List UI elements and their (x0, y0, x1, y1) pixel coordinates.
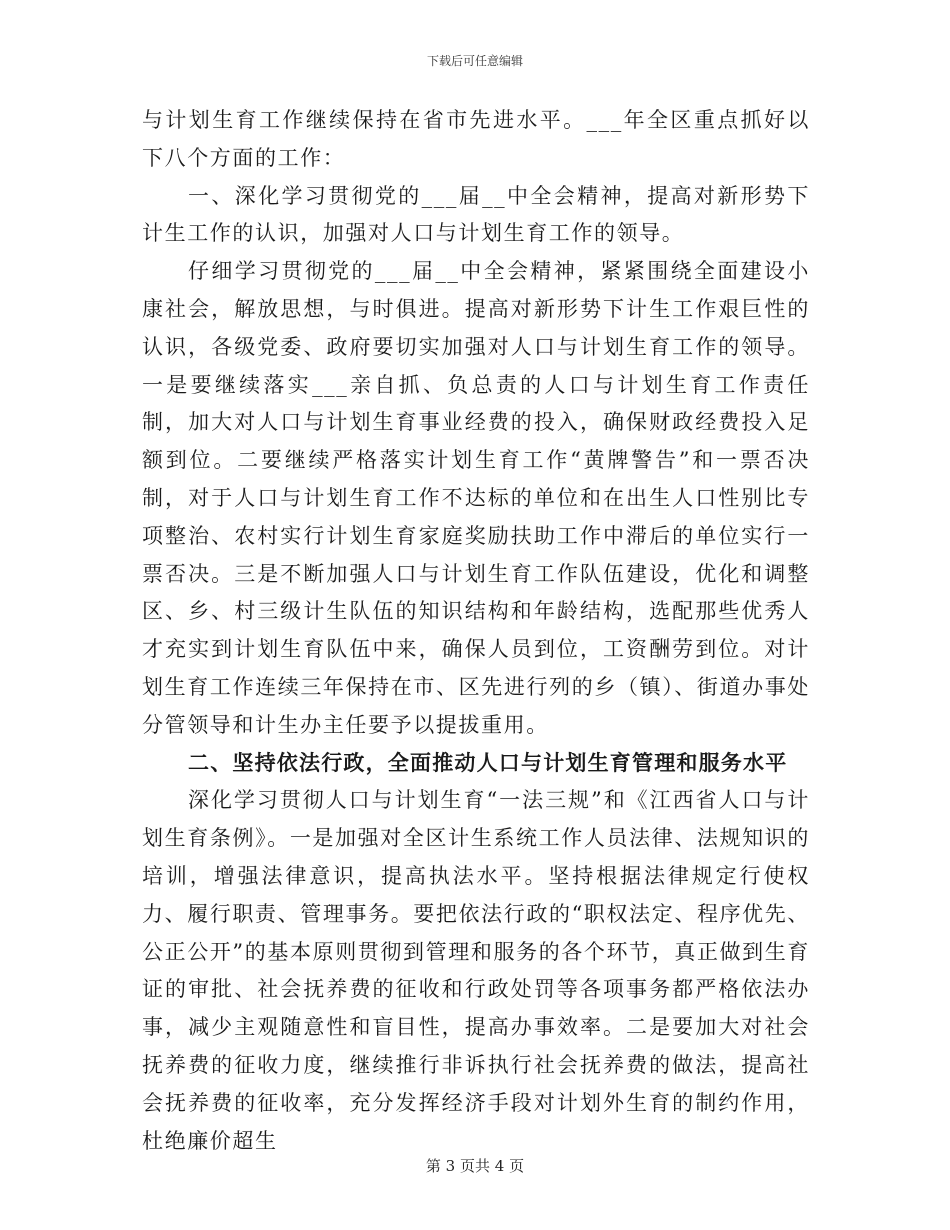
section-two-body: 深化学习贯彻人口与计划生育“一法三规”和《江西省人口与计划生育条例》。一是加强对全区计生系统工作人员法律、法规知识的培训，增强法律意识，提高执法水平。坚持根据法律规定行使权力、履行职责、管理事务。要把依法行政的“职权法定、程序优先、公正公开”的基本原则贯彻到管理和服务的各个环节，真正做到生育证的审批、社会抚养费的征收和行政处罚等各项事务都严格依法办事，减少主观随意性和盲目性，提高办事效率。二是要加大对社会抚养费的征收力度，继续推行非诉执行社会抚养费的做法，提高社会抚养费的征收率，充分发挥经济手段对计划外生育的制约作用，杜绝廉价超生 (142, 788, 810, 1153)
page-footer: 第 3 页共 4 页 (425, 1157, 525, 1175)
section-two-heading: 二、坚持依法行政，全面推动人口与计划生育管理和服务水平 (188, 750, 788, 775)
document-body (142, 102, 810, 1160)
page-header: 下载后可任意编辑 (426, 54, 523, 68)
paragraph-continuation: 与计划生育工作继续保持在省市先进水平。___年全区重点抓好以下八个方面的工作： (142, 108, 810, 170)
section-one-body: 仔细学习贯彻党的___届__中全会精神，紧紧围绕全面建设小康社会，解放思想，与时俱进。提高对新形势下计生工作艰巨性的认识，各级党委、政府要切实加强对人口与计划生育工作的领导。一是要继续落实___亲自抓、负总责的人口与计划生育工作责任制，加大对人口与计划生育事业经费的投入，确保财政经费投入足额到位。二要继续严格落实计划生育工作“黄牌警告”和一票否决制，对于人口与计划生育工作不达标的单位和在出生人口性别比专项整治、农村实行计划生育家庭奖励扶助工作中滞后的单位实行一票否决。三是不断加强人口与计划生育工作队伍建设，优化和调整区、乡、村三级计生队伍的知识结构和年龄结构，选配那些优秀人才充实到计划生育队伍中来，确保人员到位，工资酬劳到位。对计划生育工作连续三年保持在市、区先进行列的乡（镇）、街道办事处分管领导和计生办主任要予以提拔重用。 (142, 259, 810, 737)
section-one-heading: 一、深化学习贯彻党的___届__中全会精神，提高对新形势下计生工作的认识，加强对人口与计划生育工作的领导。 (142, 183, 810, 246)
